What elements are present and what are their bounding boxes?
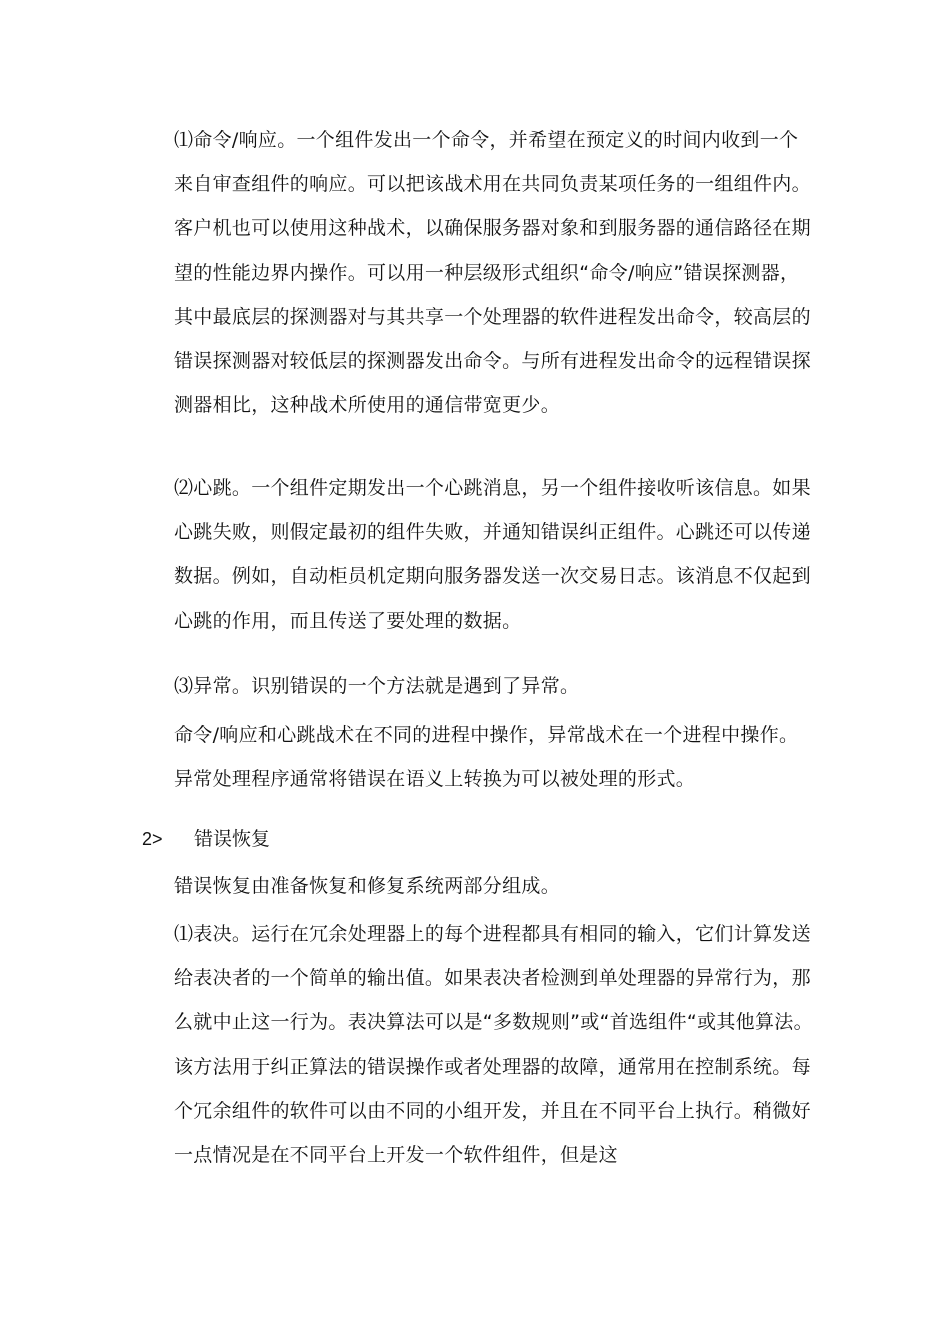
paragraph-voting: ⑴表决。运行在冗余处理器上的每个进程都具有相同的输入，它们计算发送给表决者的一个简单的输出值。如果表决者检测到单处理器的异常行为，那么就中止这一行为。表决算法可以是“多数规则”或“首选组件“或其他算法。该方法用于纠正算法的错误操作或者处理器的故障，通常用在控制系统。每个冗余组件的软件可以由不同的小组开发，并且在不同平台上执行。稍微好一点情况是在不同平台上开发一个软件组件，但是这 — [174, 923, 813, 1167]
section-heading-title: 错误恢复 — [194, 828, 271, 850]
paragraph-comparison: 命令/响应和心跳战术在不同的进程中操作，异常战术在一个进程中操作。异常处理程序通常将错误在语义上转换为可以被处理的形式。 — [174, 724, 799, 791]
paragraph-recovery-intro: 错误恢复由准备恢复和修复系统两部分组成。 — [174, 875, 561, 897]
paragraph-exception: ⑶异常。识别错误的一个方法就是遇到了异常。 — [174, 675, 580, 697]
section-heading — [142, 817, 270, 861]
section-heading-number: 2> — [142, 829, 163, 849]
paragraph-command-response: ⑴命令/响应。一个组件发出一个命令，并希望在预定义的时间内收到一个来自审查组件的响应。可以把该战术用在共同负责某项任务的一组组件内。客户机也可以使用这种战术，以确保服务器对象和到服务器的通信路径在期望的性能边界内操作。可以用一种层级形式组织“命令/响应”错误探测器，其中最底层的探测器对与其共享一个处理器的软件进程发出命令，较高层的错误探测器对较低层的探测器发出命令。与所有进程发出命令的远程错误探测器相比，这种战术所使用的通信带宽更少。 — [174, 129, 811, 417]
paragraph-heartbeat: ⑵心跳。一个组件定期发出一个心跳消息，另一个组件接收听该信息。如果心跳失败，则假定最初的组件失败，并通知错误纠正组件。心跳还可以传递数据。例如，自动柜员机定期向服务器发送一次交易日志。该消息不仅起到心跳的作用，而且传送了要处理的数据。 — [174, 477, 811, 632]
